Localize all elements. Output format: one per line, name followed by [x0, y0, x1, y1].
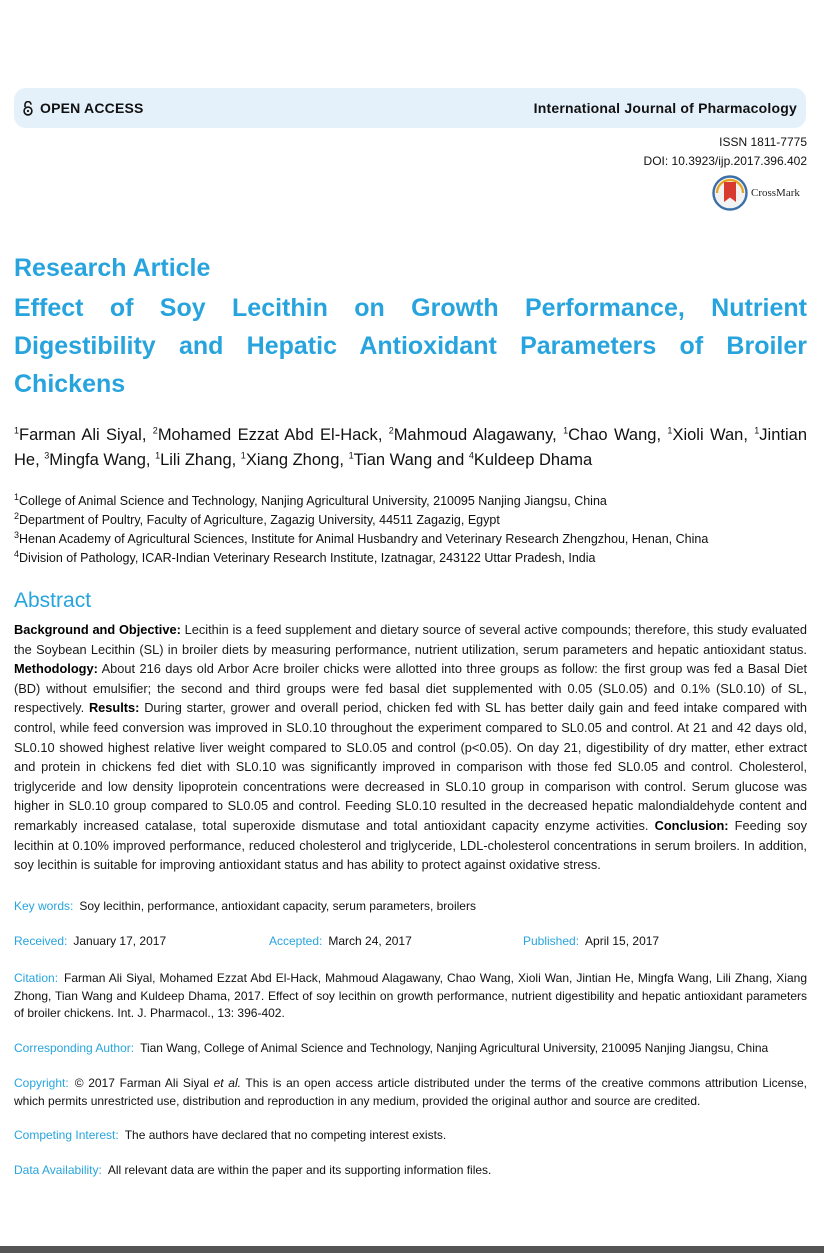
- received-value: January 17, 2017: [73, 934, 167, 948]
- author-separator: ,: [145, 451, 156, 469]
- author-name: Lili Zhang: [160, 451, 232, 469]
- abstract-section-text: Lecithin is a feed supplement and dietary source of several active compounds; therefore, this study evaluated the Soybean Lecithin (SL) in broiler diets by measuring performance, nutrient utilization, serum parameters and hepatic antioxidant status.: [14, 622, 807, 657]
- author-name: Mohamed Ezzat Abd El-Hack: [157, 426, 378, 444]
- affiliation-mark: 3: [14, 529, 20, 540]
- data-availability-text: All relevant data are within the paper and its supporting information files.: [107, 1163, 492, 1177]
- article-type: Research Article: [14, 254, 211, 282]
- author-name: Jintian He: [14, 426, 807, 469]
- affiliation-text: Department of Poultry, Faculty of Agriculture, Zagazig University, 44511 Zagazig, Egypt: [19, 513, 500, 527]
- affiliation: [14, 530, 807, 549]
- keywords-row: [14, 899, 476, 913]
- doi[interactable]: DOI: 10.3923/ijp.2017.396.402: [643, 154, 807, 168]
- author: [349, 451, 433, 469]
- author-affiliation-mark: 1: [754, 425, 760, 436]
- citation-text: Farman Ali Siyal, Mohamed Ezzat Abd El-Hack, Mahmoud Alagawany, Chao Wang, Xioli Wan, Jintian He, Mingfa Wang, Lili Zhang, Xiang Zhong, Tian Wang and Kuldeep Dhama, 2017. Effect of soy lecithin on growth performance, nutrient digestibility and hepatic antioxidant parameters of broiler chickens. Int. J. Pharmacol., 13: 396-402.: [14, 971, 807, 1020]
- abstract-section-label: Results:: [88, 700, 140, 716]
- crossmark-icon: [712, 175, 748, 211]
- author-separator: ,: [656, 426, 668, 444]
- author: [389, 426, 552, 444]
- author: [563, 426, 656, 444]
- author-affiliation-mark: 4: [468, 450, 474, 461]
- affiliation-text: Henan Academy of Agricultural Sciences, Institute for Animal Husbandry and Veterinary Research Zhengzhou, Henan, China: [19, 532, 709, 546]
- dates-row: [14, 934, 807, 954]
- author-separator: ,: [377, 426, 389, 444]
- abstract-heading: Abstract: [14, 589, 92, 612]
- corresponding-label: Corresponding Author:: [14, 1041, 135, 1055]
- footer-bar: [0, 1246, 824, 1253]
- author-separator: ,: [141, 426, 153, 444]
- competing-label: Competing Interest:: [14, 1128, 119, 1142]
- author-name: Mingfa Wang: [49, 451, 146, 469]
- abstract-body: [14, 620, 807, 875]
- abstract-section-text: Feeding soy lecithin at 0.10% improved performance, reduced cholesterol and triglyceride, LDL-cholesterol concentrations in serum broilers. In addition, soy lecithin is suitable for improving antioxidant status and has ability to protect against oxidative stress.: [14, 817, 807, 873]
- affiliation: [14, 549, 807, 568]
- author-name: Xiang Zhong: [245, 451, 340, 469]
- published-value: April 15, 2017: [585, 934, 660, 948]
- author-affiliation-mark: 2: [388, 425, 394, 436]
- author-affiliation-mark: 1: [14, 425, 20, 436]
- accepted-value: March 24, 2017: [328, 934, 412, 948]
- abstract-section-text: During starter, grower and overall period, chicken fed with SL has better daily gain and feed intake compared with control, while feed conversion was improved in SL0.10 throughout the experiment compared to SL0.05 and control. At 21 and 42 days old, SL0.10 showed highest relative liver weight compared to SL0.05 and control (p<0.05). On day 21, digestibility of dry matter, ether extract and protein in chickens fed diet with SL0.10 was significantly improved in comparison with those fed SL0.05 and control. Cholesterol, triglyceride and low density lipoprotein concentrations were decreased in SL0.10 group in comparison with control. Serum glucose was higher in SL0.10 group compared to SL0.05 and control. Feeding SL0.10 resulted in the decreased hepatic malondialdehyde content and remarkably increased catalase, total superoxide dismutase and total antioxidant capacity enzyme activities.: [14, 700, 807, 833]
- copyright-text-b: This is an open access article distributed under the terms of the creative commons attribution License, which permits unrestricted use, distribution and reproduction in any medium, provided the original author and source are credited.: [14, 1076, 808, 1108]
- abstract-section-label: Background and Objective:: [14, 622, 181, 637]
- header-bar: [14, 88, 806, 128]
- author: [44, 451, 146, 469]
- author-affiliation-mark: 1: [563, 425, 569, 436]
- article-title: Effect of Soy Lecithin on Growth Performance, Nutrient Digestibility and Hepatic Antioxidant Parameters of Broiler Chickens: [14, 294, 807, 398]
- received-label: Received:: [14, 934, 68, 948]
- affiliation-mark: 2: [14, 510, 20, 521]
- affiliation: [14, 511, 807, 530]
- corresponding-text: Tian Wang, College of Animal Science and Technology, Nanjing Agricultural University, 210095 Nanjing Jiangsu, China: [140, 1041, 769, 1055]
- journal-name: International Journal of Pharmacology: [533, 100, 797, 116]
- author: [153, 426, 378, 444]
- author-name: Chao Wang: [568, 426, 657, 444]
- affiliation: [14, 492, 807, 511]
- author-name: Tian Wang: [353, 451, 433, 469]
- author-separator: ,: [552, 426, 564, 444]
- author-affiliation-mark: 1: [348, 450, 354, 461]
- author-name: Farman Ali Siyal: [19, 426, 142, 444]
- author-name: Kuldeep Dhama: [473, 451, 593, 469]
- abstract-section-text: About 216 days old Arbor Acre broiler chicks were allotted into three groups as follow: the first group was fed a Basal Diet (BD) without emulsifier; the second and third groups were fed basal diet supplemented with 0.05 (SL0.05) and 0.1% (SL0.10) of SL, respectively.: [14, 661, 807, 716]
- open-access-badge: [22, 100, 144, 116]
- crossmark-badge[interactable]: [712, 175, 800, 211]
- accepted-date: [269, 934, 412, 948]
- citation-label: Citation:: [14, 971, 59, 985]
- data-availability-label: Data Availability:: [14, 1163, 102, 1177]
- crossmark-label: CrossMark: [751, 187, 800, 199]
- author-separator: ,: [231, 451, 241, 469]
- affiliation-mark: 1: [14, 491, 20, 502]
- author: [469, 451, 592, 469]
- author-affiliation-mark: 1: [667, 425, 673, 436]
- copyright-block: [14, 1075, 807, 1110]
- open-access-label: OPEN ACCESS: [40, 100, 144, 116]
- keywords-label: Key words:: [14, 899, 74, 913]
- author-list: [14, 423, 807, 473]
- affiliation-text: Division of Pathology, ICAR-Indian Veterinary Research Institute, Izatnagar, 243122 Uttar Pradesh, India: [19, 551, 596, 565]
- abstract-section-label: Methodology:: [14, 661, 98, 677]
- author: [667, 426, 743, 444]
- keywords-text: Soy lecithin, performance, antioxidant capacity, serum parameters, broilers: [79, 899, 476, 913]
- corresponding-author-block: [14, 1040, 807, 1058]
- affiliation-text: College of Animal Science and Technology, Nanjing Agricultural University, 210095 Nanjing Jiangsu, China: [19, 494, 607, 508]
- received-date: [14, 934, 166, 948]
- author-affiliation-mark: 2: [152, 425, 158, 436]
- author: [155, 451, 232, 469]
- competing-interest-block: [14, 1127, 807, 1145]
- author-name: Xioli Wan: [672, 426, 744, 444]
- issn: ISSN 1811-7775: [719, 135, 807, 149]
- author-affiliation-mark: 1: [240, 450, 246, 461]
- accepted-label: Accepted:: [269, 934, 323, 948]
- affiliations: [14, 492, 807, 568]
- abstract-section-label: Conclusion:: [654, 817, 729, 833]
- author-affiliation-mark: 1: [155, 450, 161, 461]
- competing-text: The authors have declared that no competing interest exists.: [124, 1128, 447, 1142]
- published-label: Published:: [523, 934, 580, 948]
- article-identifiers: [644, 133, 807, 171]
- author-affiliation-mark: 3: [44, 450, 50, 461]
- copyright-label: Copyright:: [14, 1076, 69, 1090]
- citation-block: [14, 970, 807, 1023]
- author-separator: ,: [339, 451, 349, 469]
- data-availability-block: [14, 1162, 807, 1180]
- author-name: Mahmoud Alagawany: [393, 426, 553, 444]
- author: [241, 451, 340, 469]
- copyright-etal: et al.: [213, 1076, 241, 1090]
- author-separator: and: [432, 451, 469, 469]
- author-separator: ,: [743, 426, 755, 444]
- affiliation-mark: 4: [14, 548, 20, 559]
- author-separator: ,: [35, 451, 45, 469]
- author: [14, 426, 142, 444]
- open-lock-icon: [22, 101, 34, 116]
- published-date: [523, 934, 659, 948]
- copyright-text-a: © 2017 Farman Ali Siyal: [74, 1076, 214, 1090]
